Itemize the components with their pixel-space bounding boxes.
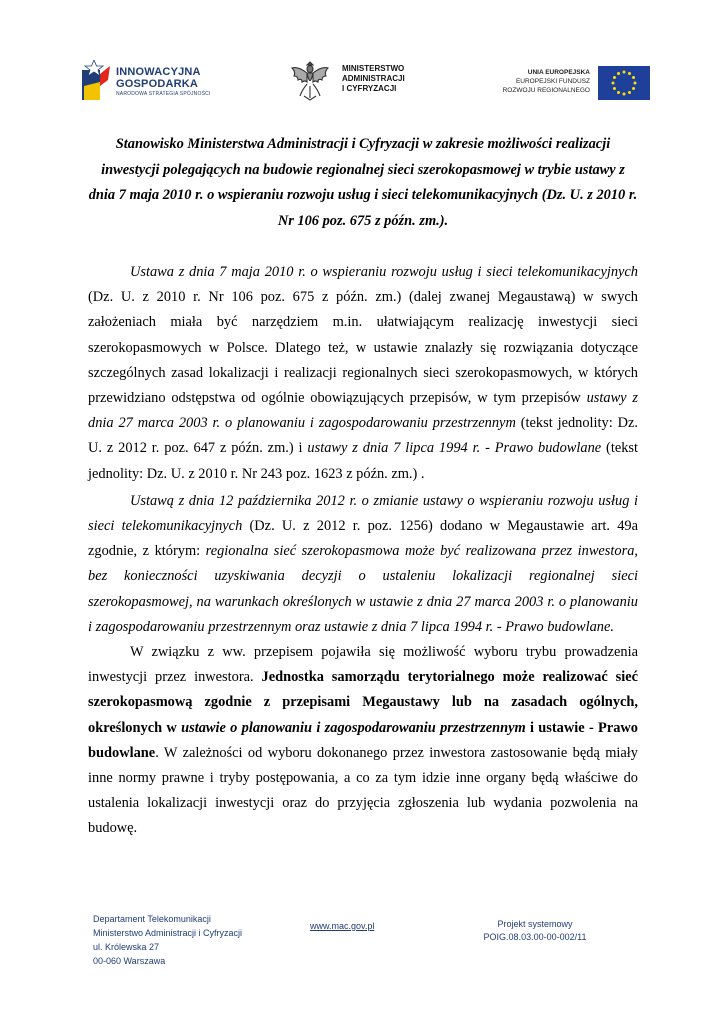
ig-star-icon <box>80 60 112 104</box>
eu-star <box>612 82 615 85</box>
ig-line1: INNOWACYJNA <box>116 66 201 78</box>
p3-text-b: . W zależności od wyboru dokonanego przez inwestora zastosowanie będą miały inne normy prawne i tryby postępowania, a co za tym idzie inne organy będą właściwe do ustalenia lokalizacji inwestycji oraz do przyjęcia zgłoszenia lub wydania pozwolenia na budowę. <box>88 744 638 837</box>
paragraph-2 <box>88 489 638 640</box>
eu-line1: UNIA EUROPEJSKA <box>527 69 590 76</box>
footer-project <box>470 918 600 944</box>
eu-line3: ROZWOJU REGIONALNEGO <box>502 87 590 94</box>
footer-website-link[interactable]: www.mac.gov.pl <box>310 921 375 931</box>
p3-bold-b: i ustawie - Prawo budowlane <box>88 719 639 761</box>
p1-text-c: (tekst jednolity: Dz. U. z 2010 r. Nr 243 poz. 1623 z późn. zm.) . <box>88 440 639 482</box>
eu-star <box>623 93 626 96</box>
ministry-line1: MINISTERSTWO <box>342 64 405 73</box>
eu-star <box>634 82 637 85</box>
eagle-emblem-icon <box>290 58 330 102</box>
footer-ministry: Ministerstwo Administracji i Cyfryzacji <box>93 928 243 938</box>
ig-text <box>116 66 211 98</box>
eu-star <box>628 91 631 94</box>
page-header <box>0 0 725 110</box>
ministry-line2: ADMINISTRACJI <box>342 74 405 83</box>
ministry-text <box>342 64 405 94</box>
eu-star <box>623 71 626 74</box>
document-title: Stanowisko Ministerstwa Administracji i Cyfryzacji w zakresie możliwości realizacji inwestycji polegających na budowie regionalnej sieci szerokopasmowej w trybie ustawy z dnia 7 maja 2010 r. o wspieraniu rozwoju usług i sieci telekomunikacyjnych (Dz. U. z 2010 r. Nr 106 poz. 675 z późn. zm.). <box>88 136 638 229</box>
p2-text-a: (Dz. U. z 2012 r. poz. 1256) dodano w Megaustawie art. 49a zgodnie, z którym: <box>88 518 639 560</box>
ministry-line3: I CYFRYZACJI <box>342 84 397 93</box>
eu-star <box>613 87 616 90</box>
paragraph-1 <box>88 260 638 487</box>
eu-star <box>628 72 631 75</box>
p1-law-planning: ustawy z dnia 27 marca 2003 r. o planowaniu i zagospodarowaniu przestrzennym <box>88 390 638 432</box>
p1-text-a: (Dz. U. z 2010 r. Nr 106 poz. 675 z późn. zm.) (dalej zwanej Megaustawą) w swych założeniach miała być narzędziem m.in. ułatwiającym realizację inwestycji sieci szerokopasmowych w Polsce. Dlatego też, w ustawie znalazły się rozwiązania dotyczące szczególnych zasad lokalizacji i realizacji regionalnych sieci szerokopasmowych, w których przewidziano odstępstwa od ogólnie obowiązujących przepisów, w tym przepisów <box>88 289 638 407</box>
p3-bold-italic: ustawie o planowaniu i zagospodarowaniu przestrzennym <box>181 719 530 736</box>
p3-bold-a: Jednostka samorządu terytorialnego może realizować sieć szerokopasmową zgodnie z przepisami Megaustawy lub na zasadach ogólnych, określonych w <box>88 669 638 736</box>
eu-star <box>617 72 620 75</box>
eu-star <box>632 76 635 79</box>
footer-address <box>93 912 242 968</box>
eu-star <box>617 91 620 94</box>
ig-line2: GOSPODARKA <box>116 78 199 90</box>
p2-quote: regionalna sieć szerokopasmowa może być realizowana przez inwestora, bez konieczności uzyskiwania decyzji o ustaleniu lokalizacji regionalnej sieci szerokopasmowej, na warunkach określonych w ustawie z dnia 27 marca 2003 r. o planowaniu i zagospodarowaniu przestrzennym oraz ustawie z dnia 7 lipca 1994 r. - Prawo budowlane. <box>88 543 638 635</box>
p2-law-amend: Ustawą z dnia 12 października 2012 r. o zmianie ustawy o wspieraniu rozwoju usług i sieci telekomunikacyjnych <box>88 492 638 535</box>
footer-project-label: Projekt systemowy <box>497 919 573 929</box>
ig-line3: NARODOWA STRATEGIA SPÓJNOŚCI <box>116 91 211 97</box>
footer-dept: Departament Telekomunikacji <box>93 914 211 924</box>
p1-text-b: (tekst jednolity: Dz. U. z 2012 r. poz. 647 z późn. zm.) i <box>88 415 638 457</box>
footer-city: 00-060 Warszawa <box>93 956 166 966</box>
eu-line2: EUROPEJSKI FUNDUSZ <box>515 78 590 85</box>
eu-logo <box>498 66 650 100</box>
paragraph-3 <box>88 640 638 842</box>
eu-text <box>503 68 590 95</box>
p1-law-name: Ustawa z dnia 7 maja 2010 r. o wspieraniu rozwoju usług i sieci telekomunikacyjnych <box>130 264 638 280</box>
ministry-logo <box>290 58 440 102</box>
page-footer <box>0 905 725 985</box>
p3-text-a: W związku z ww. przepisem pojawiła się możliwość wyboru trybu prowadzenia inwestycji przez inwestora. <box>88 644 638 686</box>
document-body <box>88 260 638 842</box>
eu-flag-icon <box>598 66 650 100</box>
footer-street: ul. Królewska 27 <box>93 942 160 952</box>
p1-law-building: ustawy z dnia 7 lipca 1994 r. - Prawo budowlane <box>307 440 602 457</box>
footer-project-code: POIG.08.03.00-00-002/11 <box>483 932 587 942</box>
innowacyjna-gospodarka-logo <box>80 60 240 104</box>
eu-star <box>632 87 635 90</box>
eu-star <box>613 76 616 79</box>
